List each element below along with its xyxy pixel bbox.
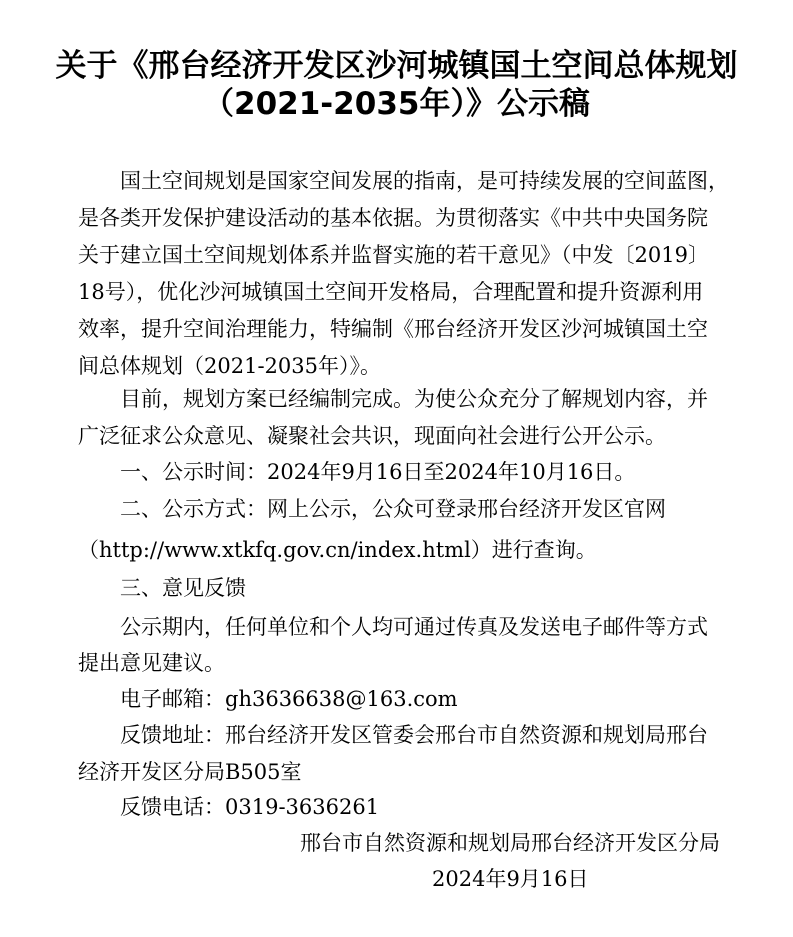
feedback-address-line-2: 经济开发区分局B505室: [78, 760, 302, 784]
feedback-email: 电子邮箱：gh3636638@163.com: [120, 687, 458, 711]
paragraph1-line-4: 18号），优化沙河城镇国土空间开发格局，合理配置和提升资源利用: [78, 280, 704, 304]
feedback-address-line-1: 反馈地址：邢台经济开发区管委会邢台市自然资源和规划局邢台: [120, 723, 708, 747]
paragraph2-line-2: 广泛征求公众意见、凝聚社会共识，现面向社会进行公开公示。: [78, 424, 666, 448]
paragraph1-line-6: 间总体规划（2021-2035年）》。: [78, 354, 381, 378]
section3-body-line-2: 提出意见建议。: [78, 651, 225, 675]
signature-date: 2024年9月16日: [432, 867, 589, 891]
section3-heading: 三、意见反馈: [120, 576, 246, 600]
paragraph1-line-3: 关于建立国土空间规划体系并监督实施的若干意见》（中发〔2019〕: [78, 243, 709, 267]
paragraph1-line-5: 效率，提升空间治理能力，特编制《邢台经济开发区沙河城镇国土空: [78, 317, 708, 341]
signature-organization: 邢台市自然资源和规划局邢台经济开发区分局: [300, 831, 720, 855]
paragraph1-line-1: 国土空间规划是国家空间发展的指南，是可持续发展的空间蓝图，: [120, 169, 729, 193]
paragraph2-line-1: 目前，规划方案已经编制完成。为使公众充分了解规划内容，并: [120, 387, 708, 411]
feedback-phone: 反馈电话：0319-3636261: [120, 795, 380, 819]
document-title-line-1: 关于《邢台经济开发区沙河城镇国土空间总体规划: [55, 48, 738, 84]
section2-line-1: 二、公示方式：网上公示，公众可登录邢台经济开发区官网: [120, 497, 666, 521]
paragraph1-line-2: 是各类开发保护建设活动的基本依据。为贯彻落实《中共中央国务院: [78, 206, 708, 230]
section2-line-2-url: （http://www.xtkfq.gov.cn/index.html）进行查询。: [78, 538, 597, 562]
document-title-line-2: （2021-2035年）》公示稿: [203, 86, 590, 122]
section3-body-line-1: 公示期内，任何单位和个人均可通过传真及发送电子邮件等方式: [120, 615, 708, 639]
section1-publication-time: 一、公示时间：2024年9月16日至2024年10月16日。: [120, 460, 636, 484]
